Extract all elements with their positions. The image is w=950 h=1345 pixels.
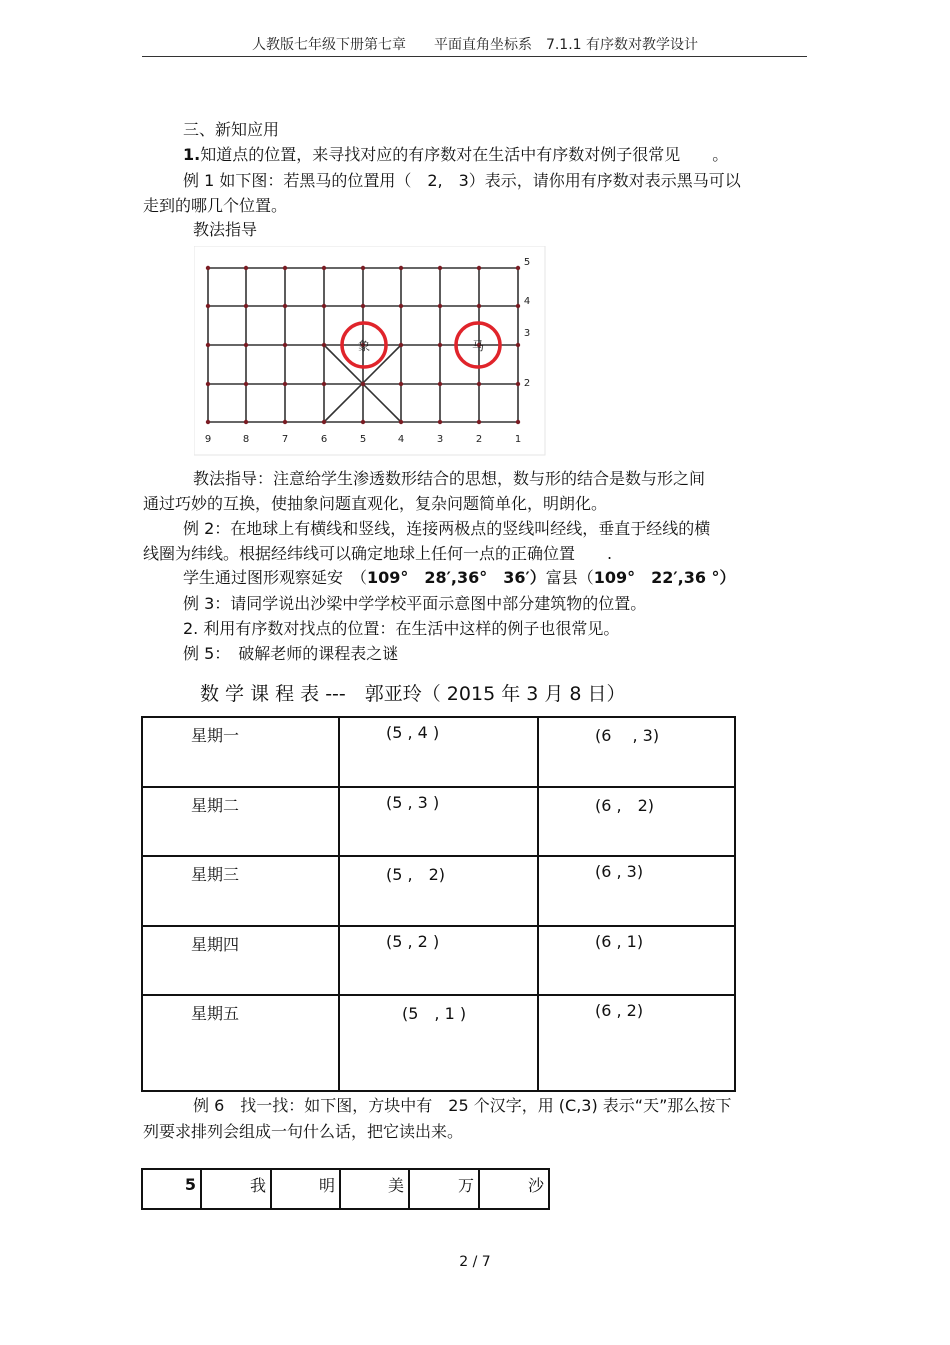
horse-piece: 马 [471, 339, 485, 353]
period-cell: (5 , 2 ) [339, 926, 538, 995]
table-row [142, 995, 735, 1091]
observe-prefix: 学生通过图形观察延安 （ [183, 568, 368, 587]
grid-point [283, 382, 287, 386]
grid-point [361, 304, 365, 308]
grid-point [438, 266, 442, 270]
column-label: 3 [436, 434, 444, 445]
column-label: 7 [281, 434, 289, 445]
table-row [142, 856, 735, 926]
elephant-piece: 象 [357, 339, 371, 353]
grid-point [206, 343, 210, 347]
grid-point [399, 343, 403, 347]
day-cell: 星期二 [142, 787, 339, 856]
day-cell: 星期五 [142, 995, 339, 1091]
grid-point [361, 266, 365, 270]
point-1 [183, 145, 728, 165]
grid-point [477, 304, 481, 308]
grid-point [399, 382, 403, 386]
grid-point [244, 266, 248, 270]
column-label: 2 [475, 434, 483, 445]
period-cell: (5 , 2) [339, 856, 538, 926]
grid-point [399, 266, 403, 270]
grid-point [399, 420, 403, 424]
grid-point [283, 420, 287, 424]
period-cell: (6 , 2) [538, 787, 735, 856]
day-cell: 星期四 [142, 926, 339, 995]
grid-point [322, 343, 326, 347]
table-row [142, 717, 735, 787]
grid-point [516, 304, 520, 308]
period-cell: (6 , 1) [538, 926, 735, 995]
point-1-number: 1. [183, 145, 201, 164]
grid-point [438, 304, 442, 308]
grid-point [399, 304, 403, 308]
method-line-1: 教法指导：注意给学生渗透数形结合的思想，数与形的结合是数与形之间 [193, 469, 706, 488]
grid-point [206, 382, 210, 386]
yanan-coords: 109° 28′,36° 36′） [367, 568, 546, 587]
example-1-line-1: 例 1 如下图：若黑马的位置用（ 2, 3）表示，请你用有序数对表示黑马可以 [183, 171, 741, 190]
grid-cell: 万 [409, 1169, 479, 1209]
example-6-line-1: 例 6 找一找：如下图，方块中有 25 个汉字，用 (C,3) 表示“天”那么按下 [193, 1096, 732, 1115]
period-cell: (5 , 1 ) [339, 995, 538, 1091]
grid-point [206, 420, 210, 424]
section-heading: 三、新知应用 [183, 120, 280, 139]
row-label: 4 [523, 296, 531, 307]
grid-point [516, 382, 520, 386]
fuxian-coords: 109° 22′,36 °） [593, 568, 736, 587]
schedule-table [141, 716, 736, 1092]
table-row [142, 926, 735, 995]
method-line-2: 通过巧妙的互换，使抽象问题直观化，复杂问题简单化，明朗化。 [143, 494, 608, 513]
period-cell: (6 , 3) [538, 717, 735, 787]
column-label: 8 [242, 434, 250, 445]
page-header: 人教版七年级下册第七章 平面直角坐标系 7.1.1 有序数对教学设计 [251, 37, 699, 53]
period-cell: (6 , 3) [538, 856, 735, 926]
grid-point [244, 420, 248, 424]
column-label: 9 [204, 434, 212, 445]
example-3: 例 3：请同学说出沙梁中学学校平面示意图中部分建筑物的位置。 [183, 594, 647, 613]
row-label: 3 [523, 328, 531, 339]
grid-point [244, 304, 248, 308]
example-2-line-1: 例 2：在地球上有横线和竖线，连接两极点的竖线叫经线，垂直于经线的横 [183, 519, 711, 538]
row-label: 2 [523, 378, 531, 389]
grid-point [244, 382, 248, 386]
grid-cell: 美 [340, 1169, 409, 1209]
table-row [142, 1169, 549, 1209]
row-label-cell: 5 [142, 1169, 201, 1209]
column-label: 4 [397, 434, 405, 445]
grid-point [283, 266, 287, 270]
grid-point [322, 266, 326, 270]
observe-line [183, 568, 736, 588]
grid-point [516, 266, 520, 270]
grid-point [438, 420, 442, 424]
grid-point [206, 304, 210, 308]
example-1-line-2: 走到的哪几个位置。 [143, 196, 288, 215]
grid-point [322, 304, 326, 308]
grid-point [283, 304, 287, 308]
grid-point [361, 420, 365, 424]
grid-point [361, 382, 365, 386]
grid-point [477, 420, 481, 424]
column-label: 6 [320, 434, 328, 445]
grid-point [244, 343, 248, 347]
point-2: 2. 利用有序数对找点的位置：在生活中这样的例子也很常见。 [183, 619, 620, 638]
chess-board-figure [194, 246, 546, 456]
day-cell: 星期一 [142, 717, 339, 787]
example-6-line-2: 列要求排列会组成一句什么话，把它读出来。 [143, 1122, 464, 1141]
grid-point [322, 382, 326, 386]
character-grid [141, 1168, 550, 1210]
method-label: 教法指导 [193, 220, 258, 239]
grid-point [438, 382, 442, 386]
example-2-line-2: 线圈为纬线。根据经纬线可以确定地球上任何一点的正确位置 . [143, 544, 613, 563]
period-cell: (6 , 2) [538, 995, 735, 1091]
grid-point [283, 343, 287, 347]
day-cell: 星期三 [142, 856, 339, 926]
grid-point [477, 382, 481, 386]
page-number: 2 / 7 [459, 1254, 491, 1270]
period-cell: (5 , 4 ) [339, 717, 538, 787]
grid-point [516, 420, 520, 424]
column-label: 5 [359, 434, 367, 445]
grid-cell: 明 [271, 1169, 340, 1209]
grid-point [516, 343, 520, 347]
grid-point [322, 420, 326, 424]
row-label: 5 [523, 257, 531, 268]
schedule-title: 数 学 课 程 表 --- 郭亚玲（ 2015 年 3 月 8 日） [200, 683, 626, 705]
period-cell: (5 , 3 ) [339, 787, 538, 856]
point-1-text: 知道点的位置，来寻找对应的有序数对在生活中有序数对例子很常见 。 [200, 145, 729, 164]
observe-mid: 富县（ [545, 568, 594, 587]
table-row [142, 787, 735, 856]
example-5: 例 5： 破解老师的课程表之谜 [183, 644, 399, 663]
column-label: 1 [514, 434, 522, 445]
grid-point [477, 266, 481, 270]
grid-point [438, 343, 442, 347]
grid-cell: 沙 [479, 1169, 549, 1209]
grid-point [206, 266, 210, 270]
header-divider [142, 56, 807, 57]
grid-cell: 我 [201, 1169, 271, 1209]
